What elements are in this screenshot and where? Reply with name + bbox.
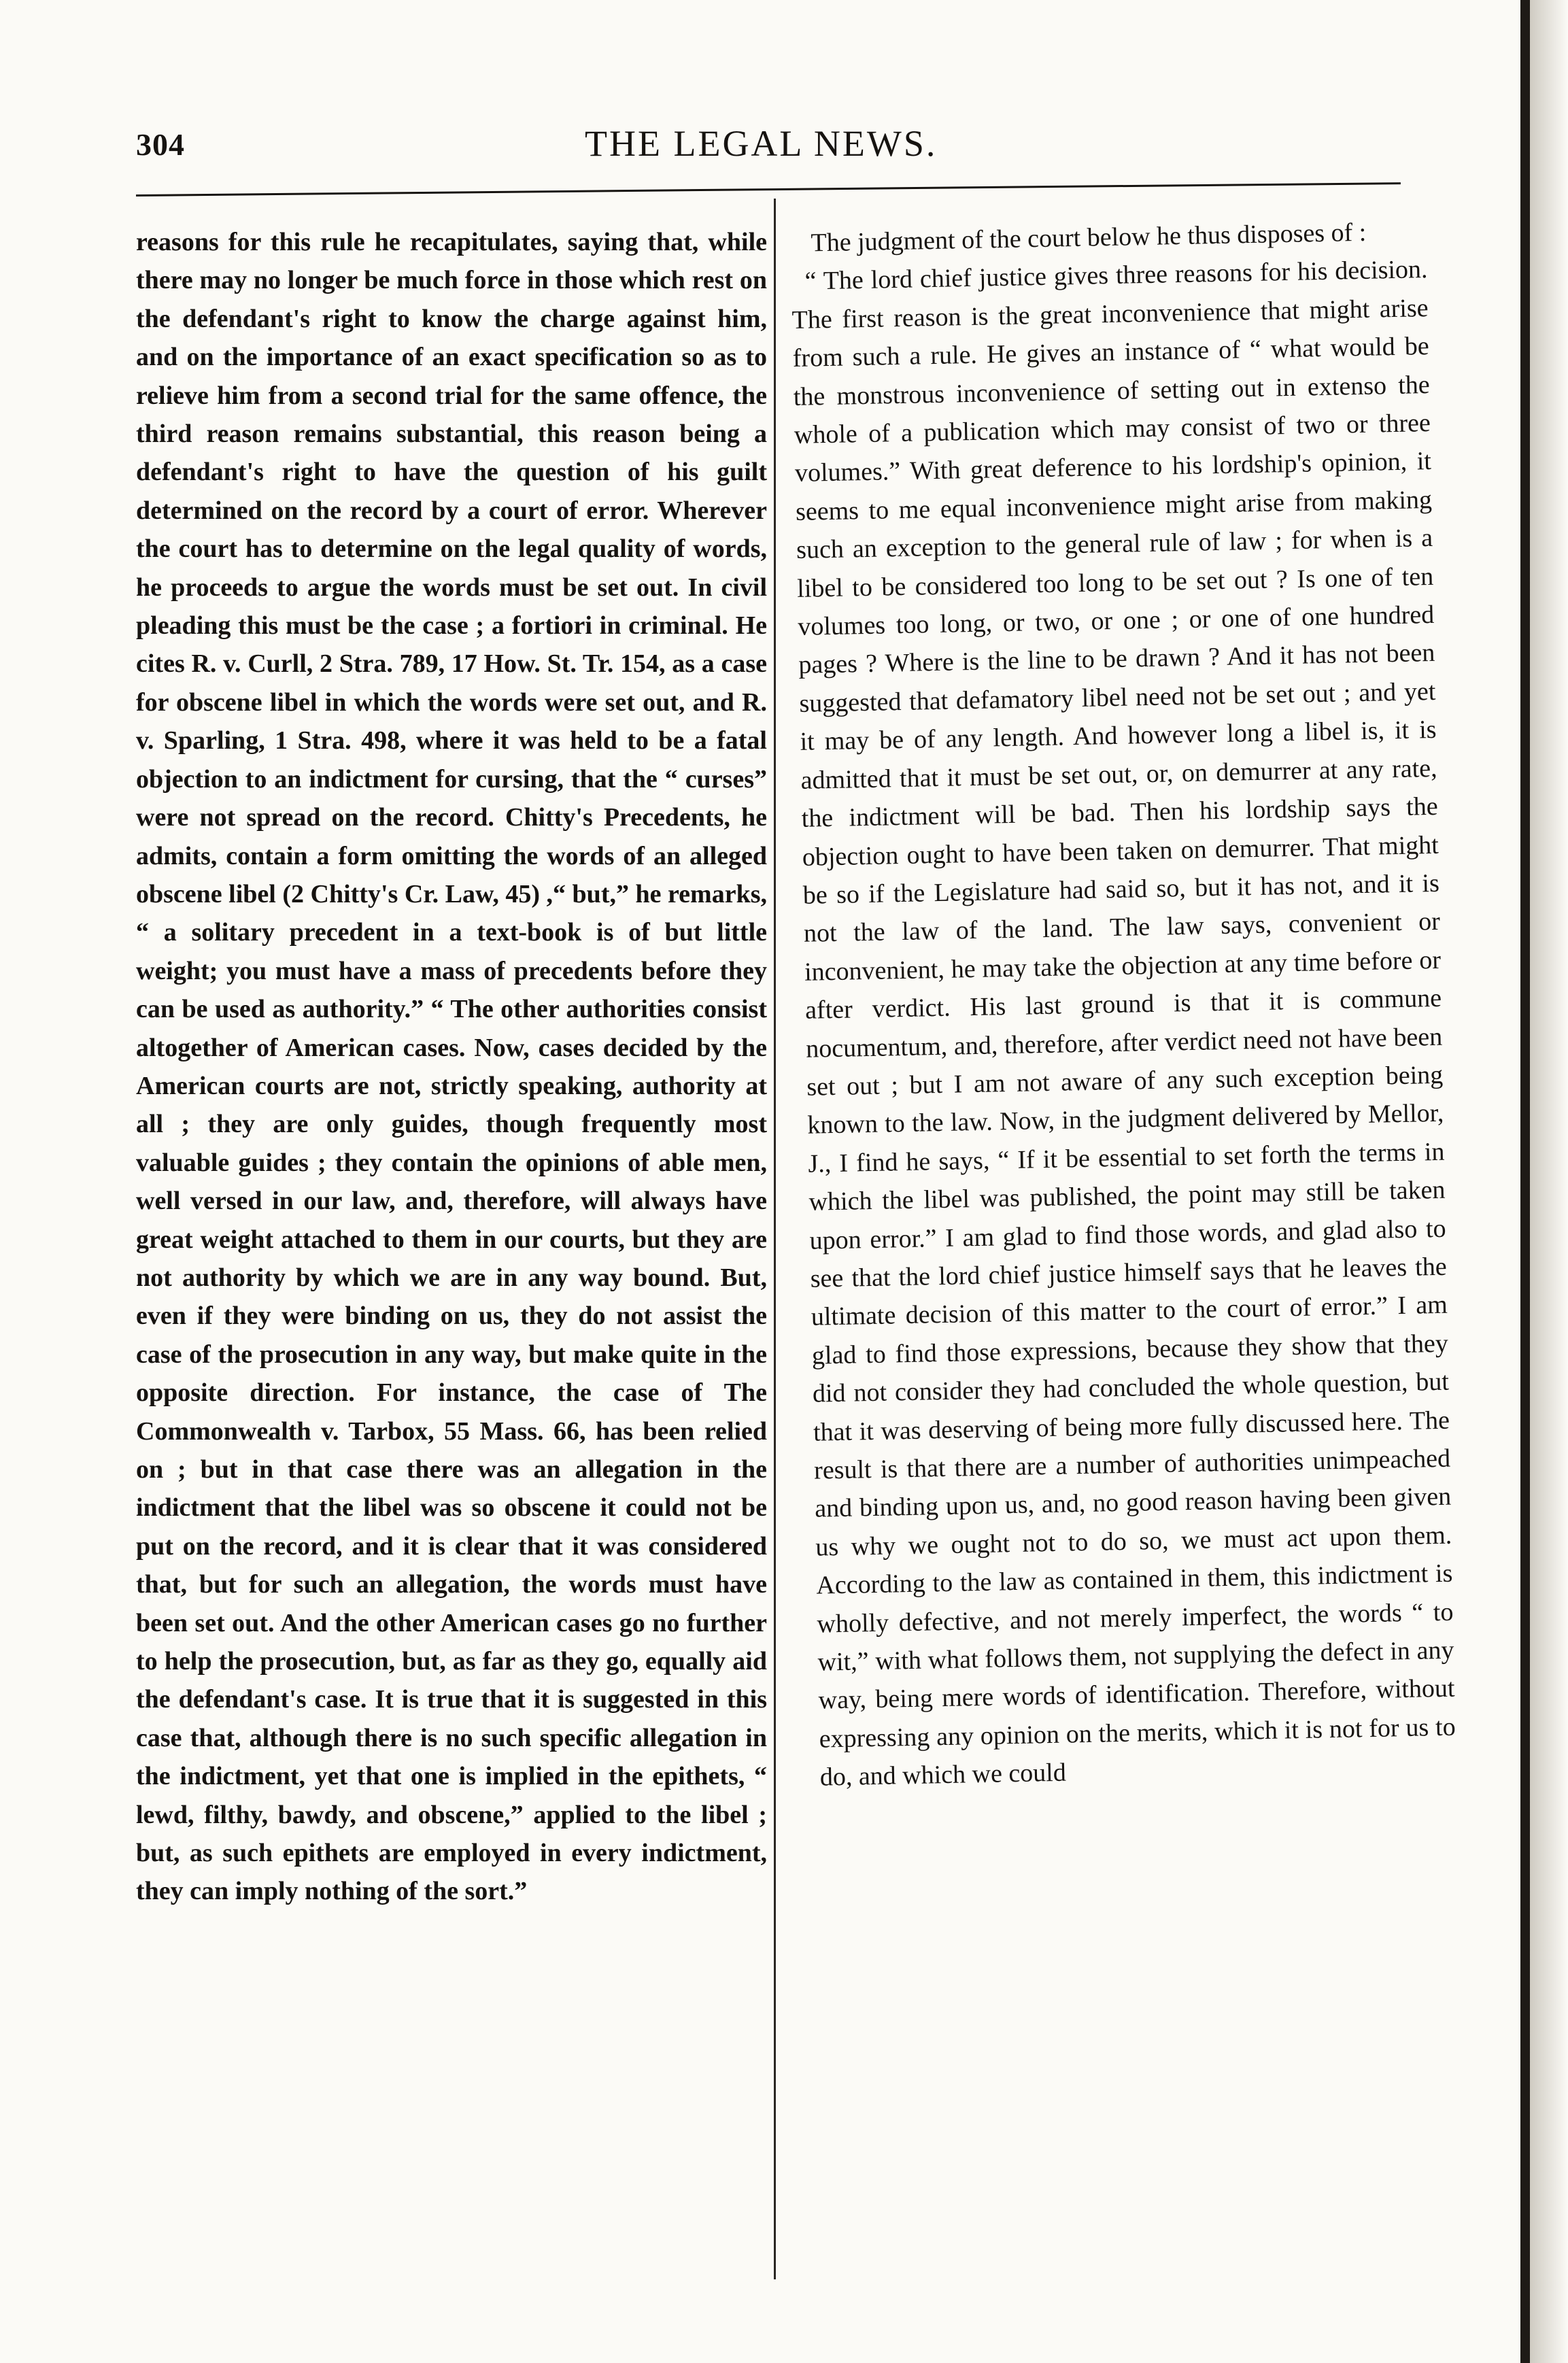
column-divider (774, 199, 776, 2279)
left-column-text: reasons for this rule he recapitulates, saying that, while there may no longer be much force in those which rest on the defendant's right to know the charge against him, and on the importance of an exact specification so as to relieve him from a second trial for the same offence, the third reason remains substantial, this reason being a defendant's right to have the question of his guilt determined on the record by a court of error. Wherever the court has to determine on the legal quality of words, he proceeds to argue the words must be set out. In civil pleading this must be the case ; a fortiori in criminal. He cites R. v. Curll, 2 Stra. 789, 17 How. St. Tr. 154, as a case for obscene libel in which the words were set out, and R. v. Sparling, 1 Stra. 498, where it was held to be a fatal objection to an indictment for cursing, that the “ curses” were not spread on the record. Chitty's Precedents, he admits, contain a form omitting the words of an alleged obscene libel (2 Chitty's Cr. Law, 45) ,“ but,” he remarks, “ a solitary precedent in a text-book is of but little weight; you must have a mass of precedents before they can be used as authority.” “ The other authorities consist altogether of American cases. Now, cases decided by the American courts are not, strictly speaking, authority at all ; they are only guides, though frequently most valuable guides ; they contain the opinions of able men, well versed in our law, and, therefore, will always have great weight attached to them in our courts, but they are not authority by which we are in any way bound. But, even if they were binding on us, they do not assist the case of the prosecution in any way, but make quite in the opposite direction. For instance, the case of The Commonwealth v. Tarbox, 55 Mass. 66, has been relied on ; but in that case there was an allegation in the indictment that the libel was so obscene it could not be put on the record, and it is clear that it was considered that, but for such an allegation, the words must have been set out. And the other American cases go no further to help the prosecution, but, as far as they go, equally aid the defendant's case. It is true that it is suggested in this case that, although there is no such specific allegation in the indictment, yet that one is implied in the epithets, “ lewd, filthy, bawdy, and obscene,” applied to the libel ; but, as such epithets are employed in every indictment, they can imply nothing of the sort.” (136, 228, 767, 1906)
running-head-title: THE LEGAL NEWS. (585, 123, 938, 164)
right-column-quote-paragraph: “ The lord chief justice gives three reasons for his decision. The first reason is the great inconvenience that might arise from such a rule. He gives an instance of “ what would be the monstrous inconvenience of setting out in extenso the whole of a publication which may consist of two or three volumes.” With great deference to his lordship's opinion, it seems to me equal inconvenience might arise from making such an exception to the general rule of law ; for when is a libel to be considered too long to be set out ? Is one of ten volumes too long, or two, or one ; or one of one hundred pages ? Where is the line to be drawn ? And it has not been suggested that defamatory libel need not be set out ; and yet it may be of any length. And however long a libel is, it is admitted that it must be set out, or, on demurrer at any rate, the indictment will be bad. Then his lordship says the objection ought to have been taken on demurrer. That might be so if the Legislature had said so, but it has not, and it is not the law of the land. The law says, convenient or inconvenient, he may take the objection at any time before or after verdict. His last ground is that it is commune nocumentum, and, therefore, after verdict need not have been set out ; but I am not aware of any such exception being known to the law. Now, in the judgment delivered by Mellor, J., I find he says, “ If it be essential to set forth the terms in which the libel was published, the point may still be taken upon error.” I am glad to find those words, and glad also to see that the lord chief justice himself says that he leaves the ultimate decision of this matter to the court of error.” I am glad to find those expressions, because they show that they did not consider they had concluded the whole question, but that it was deserving of being more fully discussed here. The result is that there are a number of authorities unimpeached and binding upon us, and, no good reason having been given us why we ought not to do so, we must act upon them. According to the law as contained in them, this indictment is wholly defective, and not merely imperfect, the words “ to wit,” with what follows them, not supplying the defect in any way, being mere words of identification. Therefore, without expressing any opinion on the merits, which it is not for us to do, and which we could (791, 255, 1456, 1792)
page-number: 304 (136, 127, 185, 162)
right-column-lead-paragraph: The judgment of the court below he thus disposes of : (811, 218, 1367, 258)
right-column (790, 212, 1456, 1797)
header-rule (136, 182, 1401, 197)
binding-shadow (1530, 0, 1568, 2363)
binding-edge (1520, 0, 1530, 2363)
left-column (136, 223, 767, 1911)
